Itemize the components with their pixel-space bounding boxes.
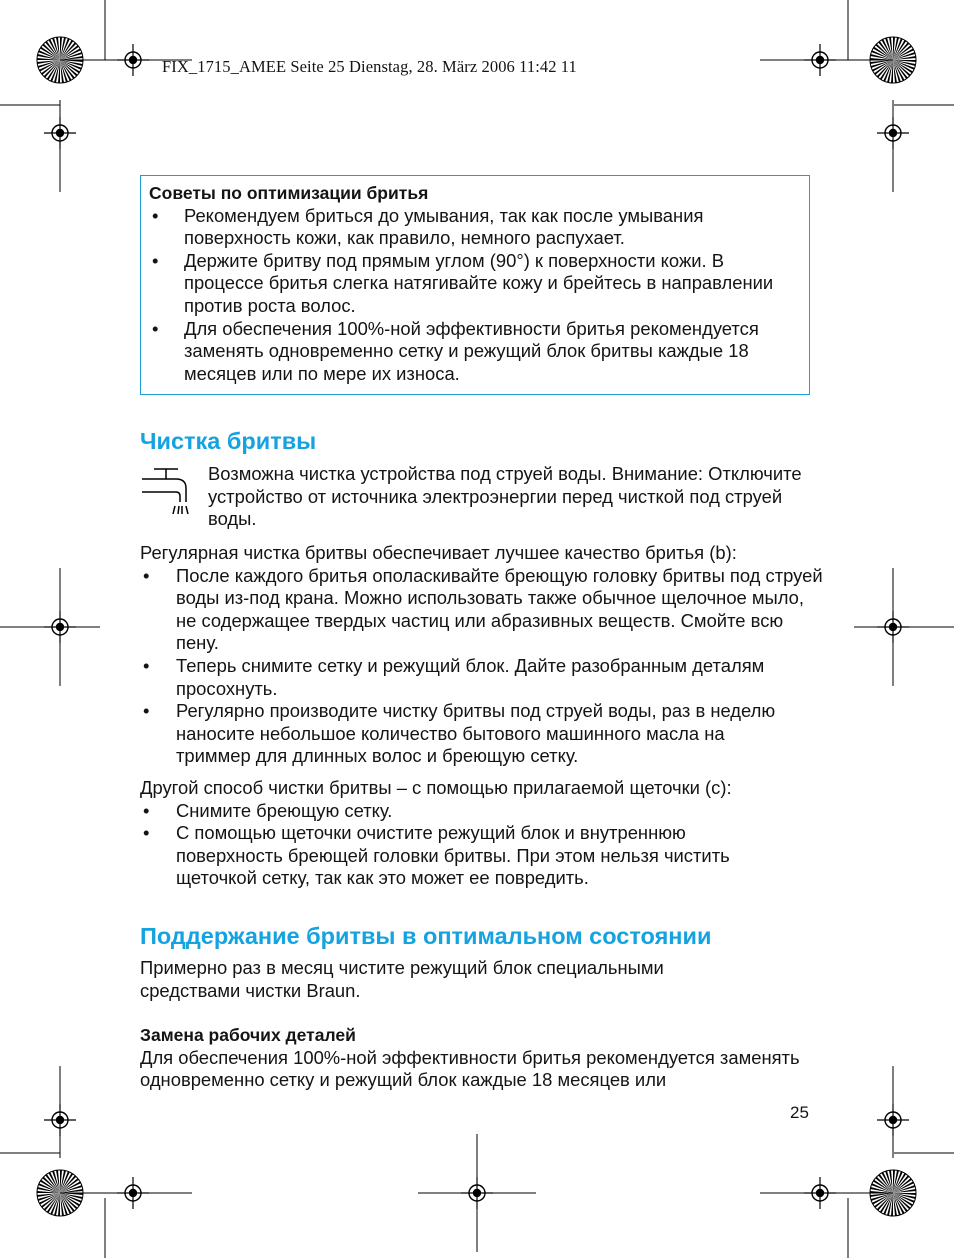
cleaning-item: • Регулярно производите чистку бритвы под струей воды, раз в неделю наносите небольшое количество бытового машинного масла на триммер для длинных волос и бреющую сетку.	[140, 700, 796, 768]
registration-mark-icon	[117, 1177, 149, 1209]
registration-mark-icon	[877, 117, 909, 149]
cleaning-intro: Регулярная чистка бритвы обеспечивает лучшее качество бритья (b):	[140, 542, 737, 563]
cleaning-item: • После каждого бритья ополаскивайте бреющую головку бритвы под струей воды из-под крана. Можно использовать также обычное щелочное мыло, не содержащее твердых частиц или абразивных веществ. Смойте всю пену.	[140, 565, 826, 655]
alt-cleaning-item: • Снимите бреющую сетку.	[140, 800, 796, 823]
water-tap-icon	[140, 466, 192, 518]
replacement-heading: Замена рабочих деталей	[140, 1025, 356, 1045]
tips-box	[140, 175, 810, 395]
alt-cleaning-intro: Другой способ чистки бритвы – с помощью прилагаемой щеточки (c):	[140, 777, 732, 798]
tap-note: Возможна чистка устройства под струей воды. Внимание: Отключите устройство от источника электроэнергии перед чисткой под струей воды.	[208, 463, 802, 530]
registration-mark-icon	[117, 44, 149, 76]
starburst-target-icon	[870, 37, 916, 83]
alt-cleaning-item: • С помощью щеточки очистите режущий блок и внутреннюю поверхность бреющей головки бритвы. При этом нельзя чистить щеточкой сетку, так как это может ее повредить.	[140, 822, 796, 890]
registration-mark-icon	[44, 611, 76, 643]
section-heading-cleaning: Чистка бритвы	[140, 428, 317, 454]
tips-item: • Для обеспечения 100%-ной эффективности бритья рекомендуется заменять одновременно сетку и режущий блок бритвы каждые 18 месяцев или по мере их износа.	[149, 318, 796, 386]
registration-mark-icon	[44, 117, 76, 149]
registration-mark-icon	[804, 44, 836, 76]
tips-title: Советы по оптимизации бритья	[149, 183, 429, 203]
replacement-block	[140, 1024, 820, 1092]
alt-cleaning-list	[140, 777, 830, 890]
tips-item: • Рекомендуем бриться до умывания, так как после умывания поверхность кожи, как правило, немного распухает.	[149, 205, 774, 250]
registration-mark-icon	[877, 1104, 909, 1136]
starburst-target-icon	[870, 1170, 916, 1216]
replacement-text: Для обеспечения 100%-ной эффективности бритья рекомендуется заменять одновременно сетку и режущий блок каждые 18 месяцев или	[140, 1046, 800, 1091]
maintenance-text: Примерно раз в месяц чистите режущий блок специальными средствами чистки Braun.	[140, 957, 664, 1001]
cleaning-list	[140, 542, 830, 768]
registration-mark-icon	[44, 1104, 76, 1136]
cleaning-item: • Теперь снимите сетку и режущий блок. Дайте разобранным деталям просохнуть.	[140, 655, 796, 700]
section-heading-maintenance: Поддержание бритвы в оптимальном состоянии	[140, 923, 712, 949]
registration-mark-icon	[461, 1177, 493, 1209]
print-slug: FIX_1715_AMEE Seite 25 Dienstag, 28. März 2006 11:42 11	[162, 57, 577, 76]
tips-item: • Держите бритву под прямым углом (90°) к поверхности кожи. В процессе бритья слегка натягивайте кожу и брейтесь в направлении против роста волос.	[149, 250, 774, 318]
starburst-target-icon	[37, 37, 83, 83]
page-number: 25	[790, 1103, 809, 1122]
registration-mark-icon	[804, 1177, 836, 1209]
starburst-target-icon	[37, 1170, 83, 1216]
registration-mark-icon	[877, 611, 909, 643]
